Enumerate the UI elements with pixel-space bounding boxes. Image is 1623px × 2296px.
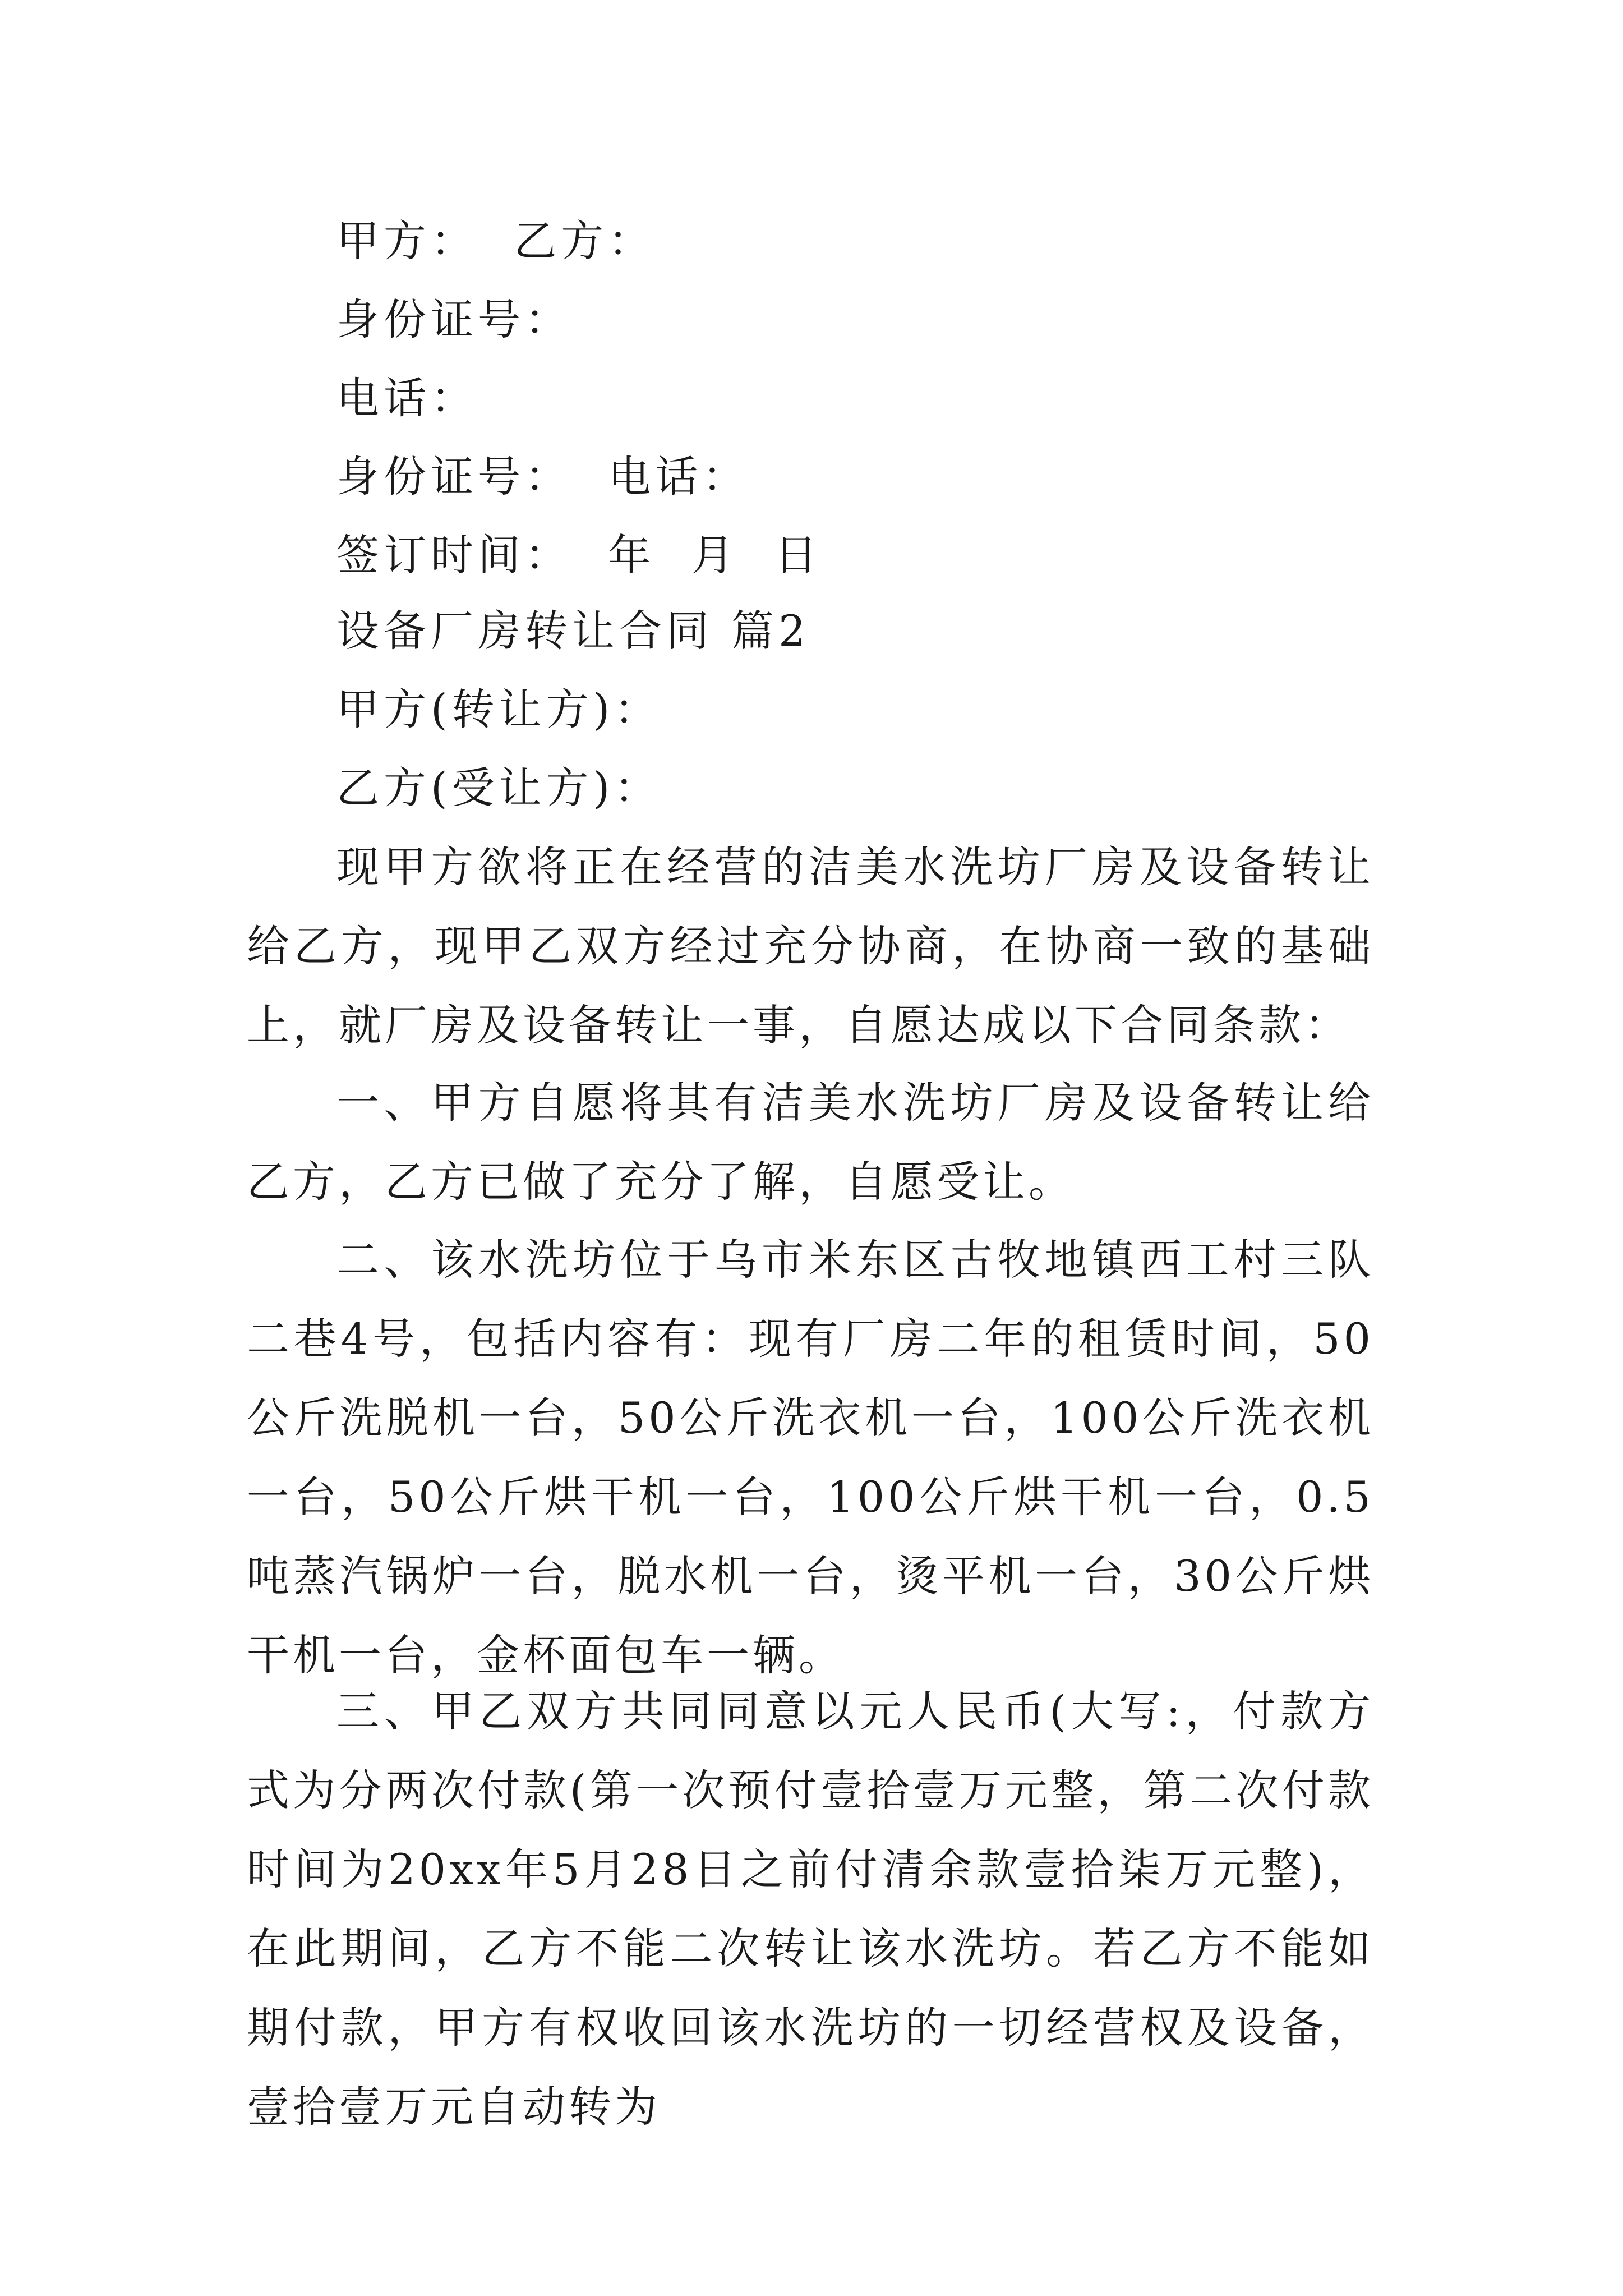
id-number-line: 身份证号： [336,295,572,344]
clause-3: 三、甲乙双方共同同意以元人民币(大写:，付款方式为分两次付款(第一次预付壹拾壹万元整，第二次付款时间为20xx年5月28日之前付清余款壹拾柒万元整)，在此期间，乙方不能二次转让该水洗坊。若乙方不能如期付款，甲方有权收回该水洗坊的一切经营权及设备，壹拾壹万元自动转为 [247,1686,1374,2132]
transferee-line: 乙方(受让方)： [336,763,662,813]
phone-line: 电话： [336,373,478,423]
intro-paragraph: 现甲方欲将正在经营的洁美水洗坊厂房及设备转让给乙方，现甲乙双方经过充分协商，在协商一致的基础上，就厂房及设备转让一事，自愿达成以下合同条款： [247,842,1374,1050]
contract-heading: 设备厂房转让合同 篇2 [336,606,810,656]
transferor-line: 甲方(转让方)： [336,684,662,734]
id-phone-line: 身份证号： 电话： [336,452,750,501]
clause-2: 二、该水洗坊位于乌市米东区古牧地镇西工村三队二巷4号，包括内容有：现有厂房二年的租赁时间，50公斤洗脱机一台，50公斤洗衣机一台，100公斤洗衣机一台，50公斤烘干机一台，100公斤烘干机一台，0.5吨蒸汽锅炉一台，脱水机一台，烫平机一台，30公斤烘干机一台，金杯面包车一辆。 [247,1235,1374,1680]
clause-1: 一、甲方自愿将其有洁美水洗坊厂房及设备转让给乙方，乙方已做了充分了解，自愿受让。 [247,1078,1374,1207]
signing-date-line: 签订时间： 年 月 日 [336,530,822,580]
party-line: 甲方： 乙方： [336,216,656,266]
